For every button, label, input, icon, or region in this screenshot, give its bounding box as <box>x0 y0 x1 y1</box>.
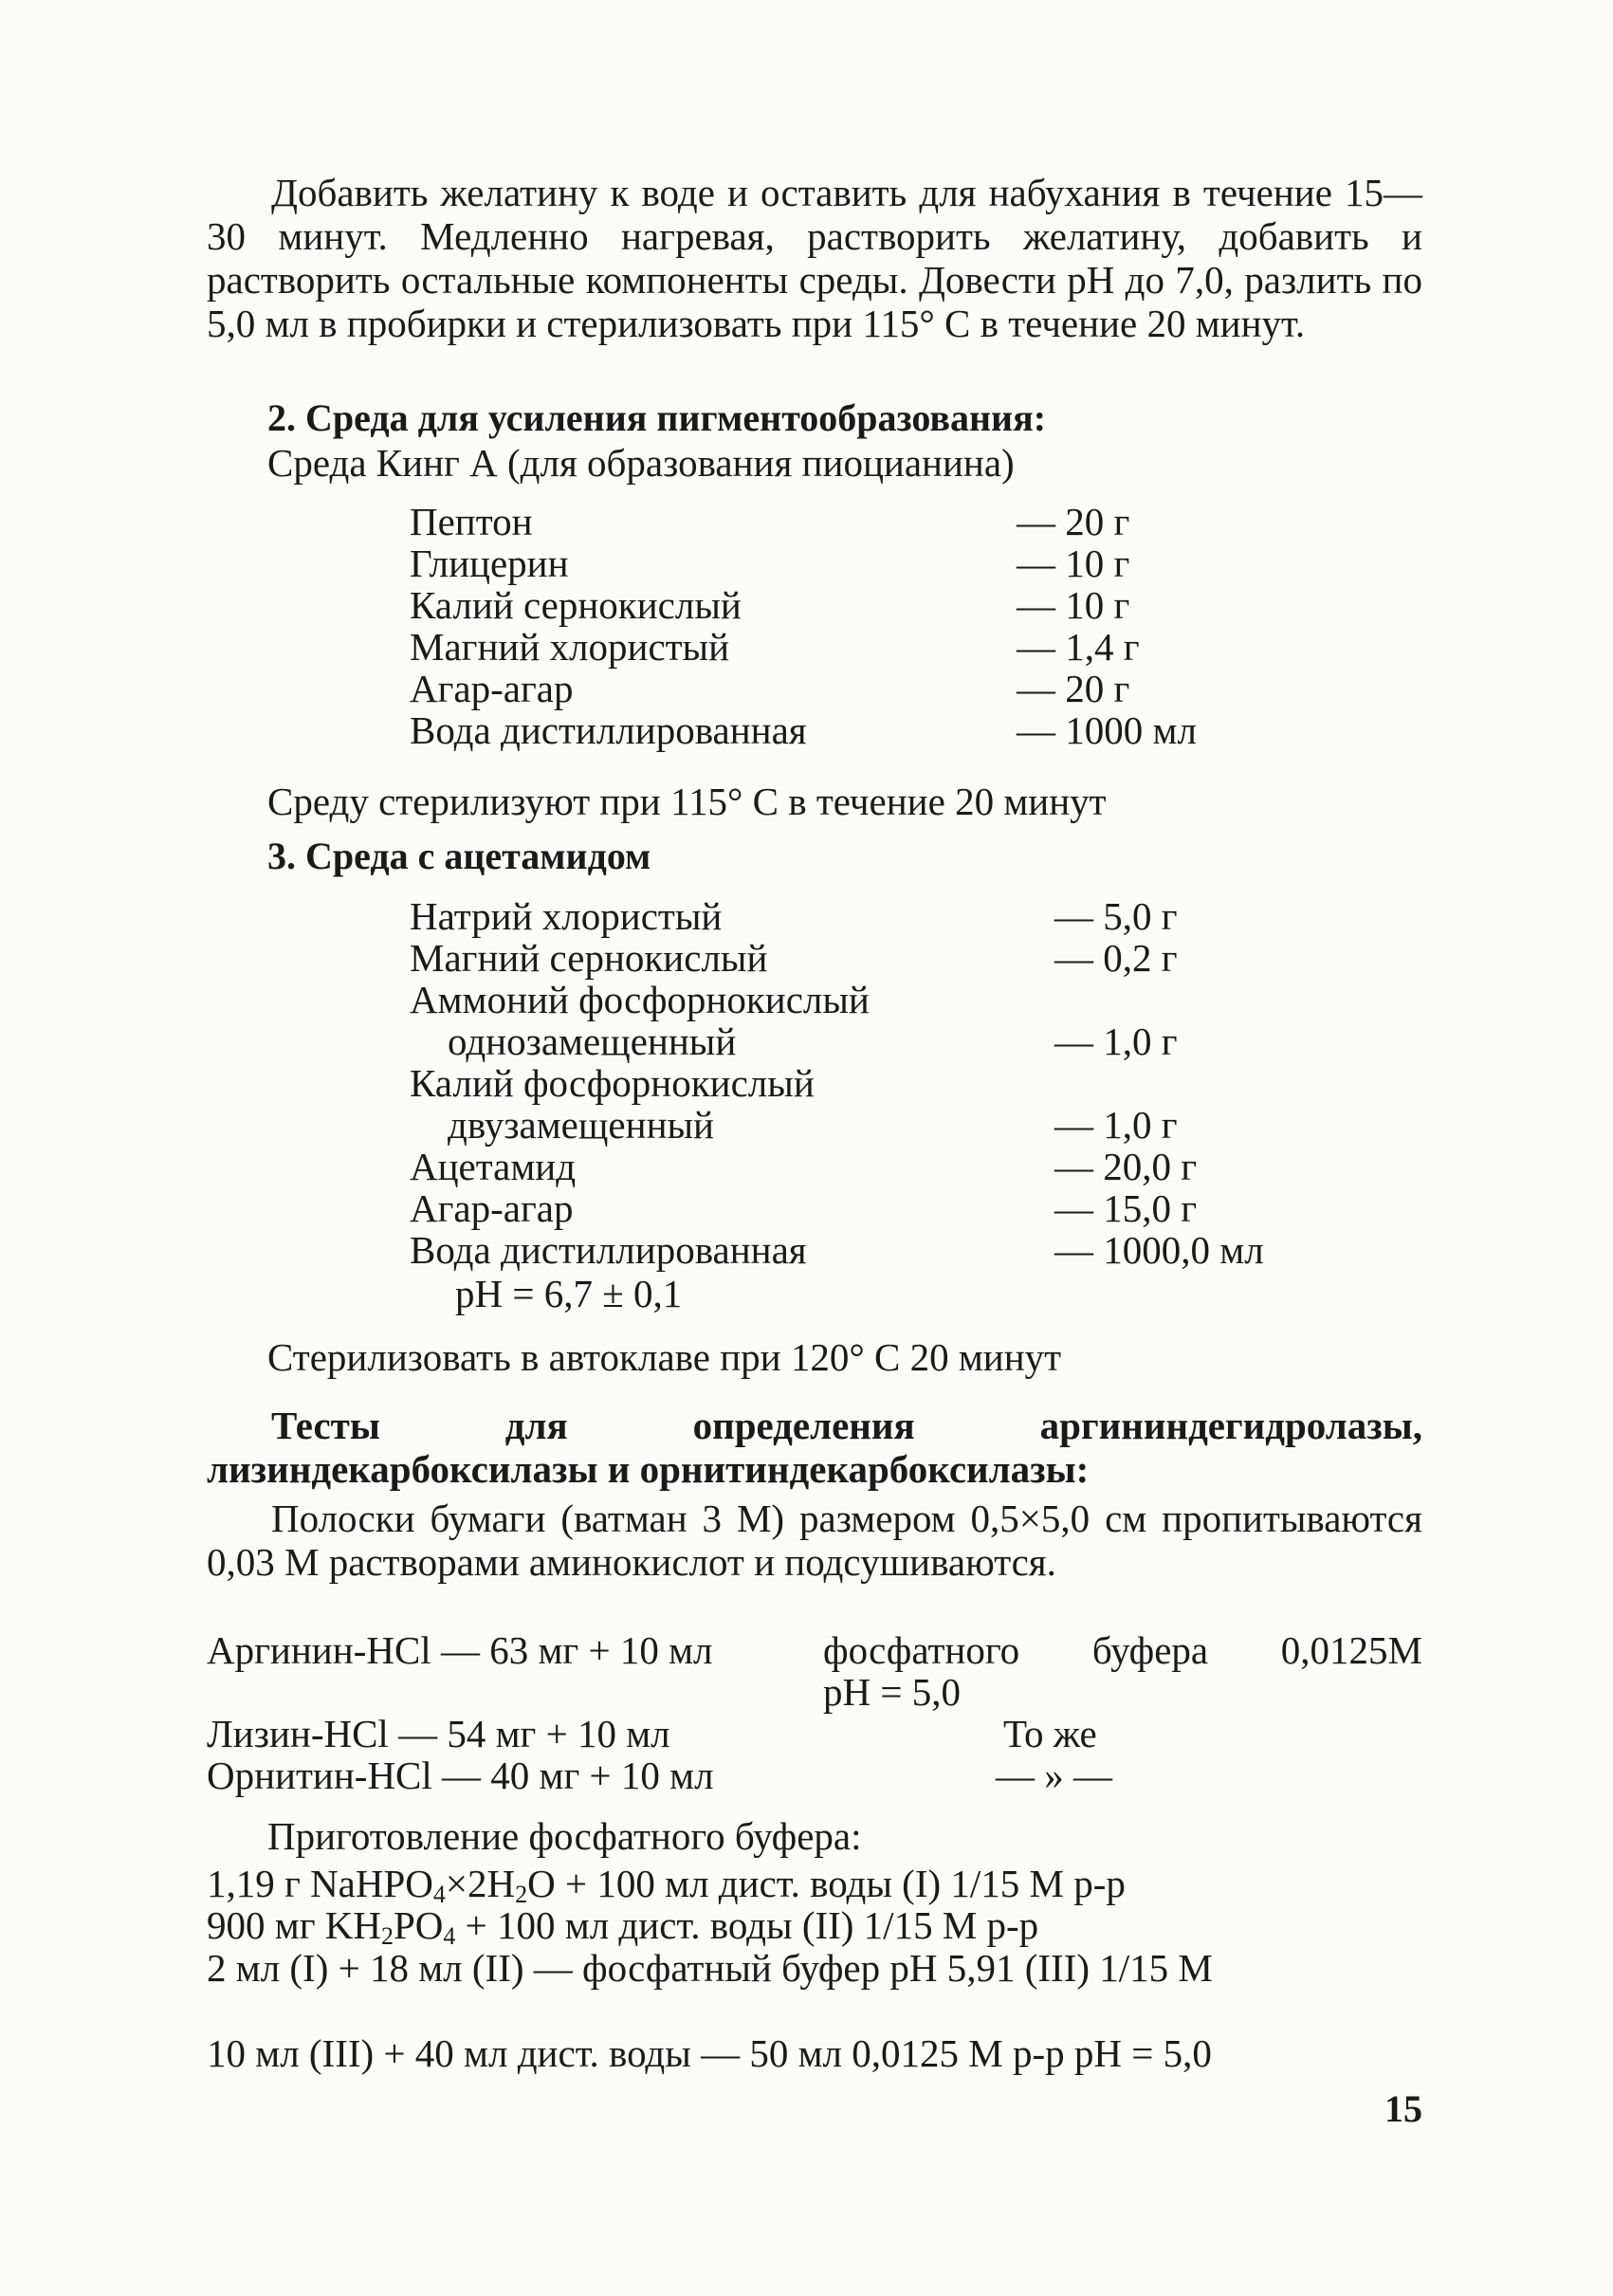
section3-ph: pH = 6,7 ± 0,1 <box>455 1272 683 1315</box>
ingredient-amount: — 1000,0 мл <box>1054 1228 1264 1272</box>
ingredient-name: Ацетамид <box>410 1145 577 1188</box>
ingredient-row <box>410 895 1264 937</box>
ornithine-row-right: — » — <box>996 1754 1112 1797</box>
ingredient-name: однозамещенный <box>448 1019 737 1063</box>
lysine-row-left: Лизин-HCl — 54 мг + 10 мл <box>207 1712 670 1755</box>
ingredient-row <box>410 979 1264 1020</box>
ingredient-amount: — 20 г <box>1017 500 1130 543</box>
section2-ingredients-table <box>410 501 1197 751</box>
ingredient-row <box>410 501 1197 542</box>
ingredient-name: Глицерин <box>410 542 569 585</box>
tests-heading: Тесты для определения аргининдегидролазы, лизиндекарбоксилазы и орнитиндекарбоксилазы: <box>207 1404 1422 1491</box>
lysine-row-right: То же <box>1003 1712 1097 1755</box>
ingredient-row <box>410 1146 1264 1187</box>
ingredient-amount: — 10 г <box>1017 583 1130 627</box>
ingredient-amount: — 0,2 г <box>1054 936 1178 980</box>
ingredient-name: Калий сернокислый <box>410 583 742 627</box>
section3-ingredients-table <box>410 895 1264 1271</box>
ingredient-row <box>410 709 1197 751</box>
ingredient-amount: — 20,0 г <box>1054 1145 1198 1188</box>
ingredient-name: Калий фосфорнокислый <box>410 1061 815 1105</box>
ingredient-amount: — 5,0 г <box>1054 894 1178 938</box>
ingredient-name: Аммоний фосфорнокислый <box>410 978 870 1021</box>
ingredient-row <box>410 937 1264 979</box>
ingredient-name: Магний сернокислый <box>410 936 768 980</box>
ornithine-row-left: Орнитин-HCl — 40 мг + 10 мл <box>207 1754 714 1797</box>
ingredient-amount: — 1,0 г <box>1054 1019 1178 1063</box>
section2-subheading: Среда Кинг А (для образования пиоцианина) <box>267 441 1015 485</box>
ingredient-amount <box>1054 979 1264 1020</box>
ingredient-name: Агар-агар <box>410 1186 574 1230</box>
ingredient-row <box>410 1229 1264 1271</box>
buffer-line-1: 1,19 г $NaHPO_4\times 2H_2O + 100$ мл дист. воды (I) 1/15 М р-р <box>207 1862 1126 1908</box>
ingredient-row <box>410 1104 1264 1146</box>
ingredient-row <box>410 1187 1264 1229</box>
ingredient-name: Вода дистиллированная <box>410 708 807 752</box>
ingredient-amount: — 20 г <box>1017 667 1130 710</box>
ingredient-row <box>410 626 1197 668</box>
ingredient-name: Магний хлористый <box>410 625 730 669</box>
ingredient-row <box>410 1062 1264 1104</box>
ingredient-amount: — 1000 мл <box>1017 708 1197 752</box>
ingredient-row <box>410 668 1197 709</box>
ingredient-amount: — 15,0 г <box>1054 1186 1198 1230</box>
ingredient-name: Пептон <box>410 500 533 543</box>
ingredient-name: Вода дистиллированная <box>410 1228 807 1272</box>
ingredient-amount: — 1,0 г <box>1054 1103 1178 1147</box>
section3-note: Стерилизовать в автоклаве при 120° С 20 минут <box>267 1335 1062 1379</box>
ingredient-name: Агар-агар <box>410 667 574 710</box>
arginine-row-left: Аргинин-HCl — 63 мг + 10 мл <box>207 1628 713 1672</box>
intro-paragraph: Добавить желатину к воде и оставить для набухания в течение 15—30 минут. Медленно нагревая, растворить желатину, добавить и растворить остальные компоненты среды. Довести pH до 7,0, разлить по 5,0 мл в пробирки и стерилизовать при 115° С в течение 20 минут. <box>207 171 1422 345</box>
buffer-line-3: 2 мл (I) + 18 мл (II) — фосфатный буфер pH 5,91 (III) 1/15 М <box>207 1946 1213 1990</box>
ingredient-name: Натрий хлористый <box>410 894 723 938</box>
arginine-row-right: фосфатного буфера 0,0125М <box>823 1628 1422 1672</box>
ingredient-name: двузамещенный <box>448 1103 714 1147</box>
ingredient-amount: — 10 г <box>1017 542 1130 585</box>
ingredient-row <box>410 542 1197 584</box>
ingredient-row <box>410 1020 1264 1062</box>
buffer-heading: Приготовление фосфатного буфера: <box>267 1814 862 1858</box>
ingredient-amount <box>1054 1062 1264 1104</box>
section2-heading: 2. Среда для усиления пигментообразования: <box>267 396 1047 439</box>
tests-paragraph: Полоски бумаги (ватман 3 М) размером 0,5×5,0 см пропитываются 0,03 М растворами аминокислот и подсушиваются. <box>207 1497 1422 1584</box>
section2-note: Среду стерилизуют при 115° С в течение 20 минут <box>267 780 1107 823</box>
buffer-line-2: 900 мг $KH_2PO_4 + 100$ мл дист. воды (II) 1/15 М р-р <box>207 1903 1039 1950</box>
section3-heading: 3. Среда с ацетамидом <box>267 835 651 877</box>
ingredient-row <box>410 584 1197 626</box>
ingredient-amount: — 1,4 г <box>1017 625 1140 669</box>
buffer-line-4: 10 мл (III) + 40 мл дист. воды — 50 мл 0,0125 М р-р pH = 5,0 <box>207 2031 1212 2075</box>
page-number: 15 <box>1384 2087 1422 2130</box>
arginine-row-ph: pH = 5,0 <box>823 1670 961 1714</box>
